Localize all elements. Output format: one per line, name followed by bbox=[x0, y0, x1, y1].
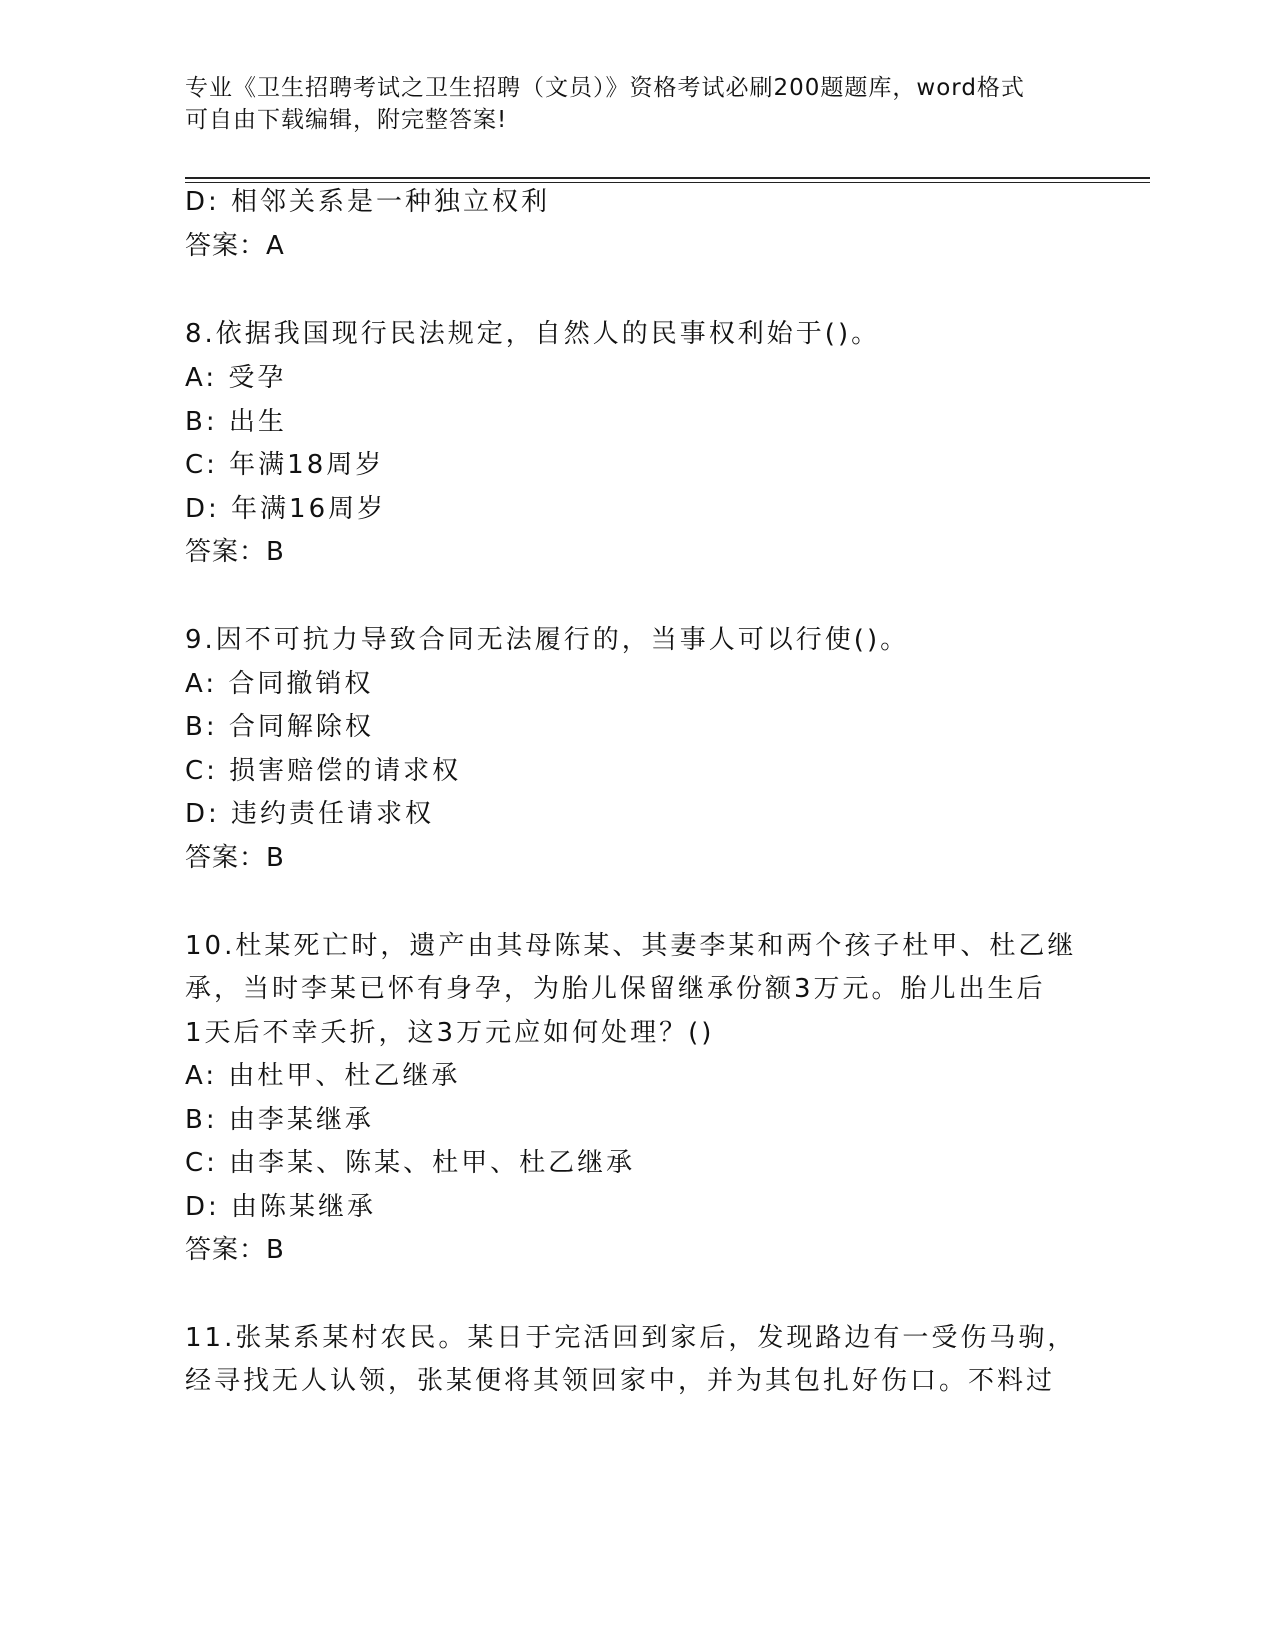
q10-option-c: C: 由李某、陈某、杜甲、杜乙继承 bbox=[185, 1148, 636, 1178]
q10-stem-line-3: 1天后不幸夭折，这3万元应如何处理？() bbox=[185, 1018, 715, 1048]
q10-option-b: B: 由李某继承 bbox=[185, 1105, 374, 1135]
q10-answer: 答案：B bbox=[185, 1235, 285, 1265]
q7-answer: 答案：A bbox=[185, 231, 285, 261]
q9-option-a: A: 合同撤销权 bbox=[185, 669, 374, 699]
q11-stem-line-2: 经寻找无人认领，张某便将其领回家中，并为其包扎好伤口。不料过 bbox=[185, 1366, 1056, 1396]
q9-option-c: C: 损害赔偿的请求权 bbox=[185, 756, 462, 786]
q8-option-d: D: 年满16周岁 bbox=[185, 494, 387, 524]
q10-option-d: D: 由陈某继承 bbox=[185, 1192, 377, 1222]
q7-option-d: D: 相邻关系是一种独立权利 bbox=[185, 187, 551, 217]
q9-option-b: B: 合同解除权 bbox=[185, 712, 374, 742]
document-header bbox=[185, 72, 1065, 136]
q9-stem: 9.因不可抗力导致合同无法履行的，当事人可以行使()。 bbox=[185, 625, 910, 655]
header-divider-thin bbox=[185, 182, 1150, 183]
q8-stem: 8.依据我国现行民法规定，自然人的民事权利始于()。 bbox=[185, 319, 881, 349]
header-title-line-1: 专业《卫生招聘考试之卫生招聘（文员）》资格考试必刷200题题库，word格式 bbox=[185, 75, 1025, 101]
q8-option-c: C: 年满18周岁 bbox=[185, 450, 385, 480]
q8-answer: 答案：B bbox=[185, 537, 285, 567]
q10-option-a: A: 由杜甲、杜乙继承 bbox=[185, 1061, 461, 1091]
q9-answer: 答案：B bbox=[185, 843, 285, 873]
q10-stem-line-1: 10.杜某死亡时，遗产由其母陈某、其妻李某和两个孩子杜甲、杜乙继 bbox=[185, 931, 1077, 961]
q8-option-a: A: 受孕 bbox=[185, 363, 287, 393]
header-title-line-2: 可自由下载编辑，附完整答案! bbox=[185, 107, 508, 133]
header-divider-thick bbox=[185, 177, 1150, 179]
q10-stem-line-2: 承，当时李某已怀有身孕，为胎儿保留继承份额3万元。胎儿出生后 bbox=[185, 974, 1046, 1004]
q8-option-b: B: 出生 bbox=[185, 407, 287, 437]
q9-option-d: D: 违约责任请求权 bbox=[185, 799, 435, 829]
q11-stem-line-1: 11.张某系某村农民。某日于完活回到家后，发现路边有一受伤马驹， bbox=[185, 1323, 1077, 1353]
